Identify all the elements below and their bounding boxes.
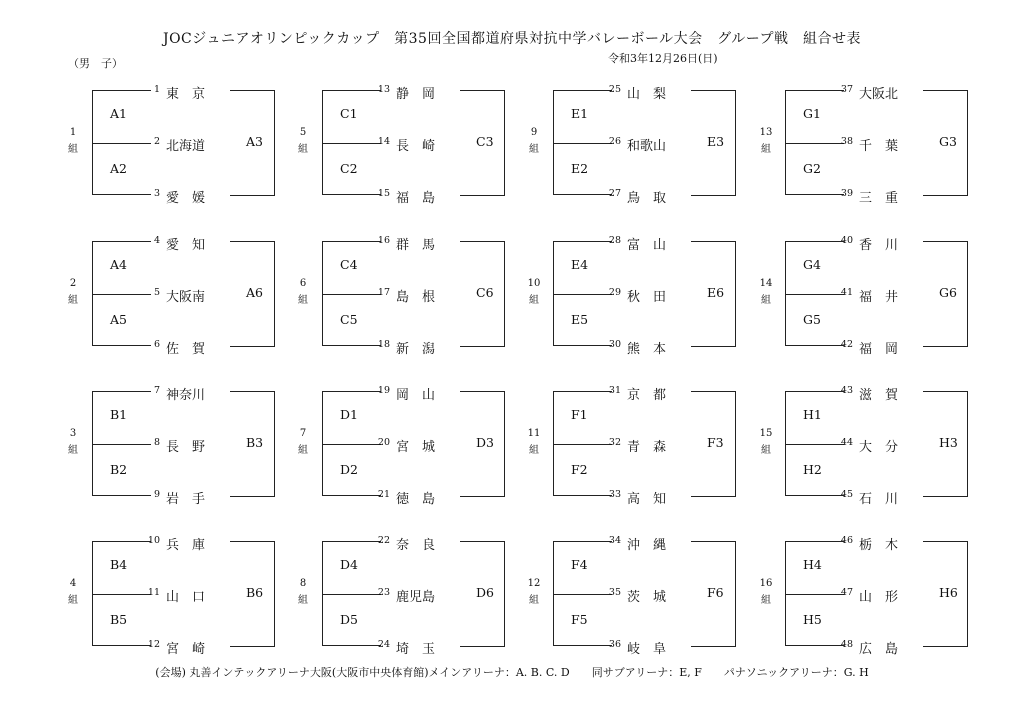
team-name: 香 川 bbox=[859, 238, 899, 253]
bracket-group bbox=[298, 385, 552, 507]
slot-label: B2 bbox=[110, 462, 128, 477]
team-number: 17 bbox=[377, 287, 390, 298]
group-number-value: 3 bbox=[69, 428, 77, 439]
group-unit: 組 bbox=[68, 295, 78, 306]
group-number-value: 4 bbox=[69, 578, 77, 589]
group-number-value: 8 bbox=[299, 578, 307, 589]
team-name: 愛 知 bbox=[166, 238, 206, 253]
team-name: 滋 賀 bbox=[859, 388, 899, 403]
group-number bbox=[527, 575, 541, 609]
group-slot-label: A6 bbox=[246, 285, 263, 300]
team-name: 熊 本 bbox=[627, 342, 667, 357]
team-number: 37 bbox=[840, 84, 853, 95]
team-name: 兵 庫 bbox=[166, 538, 206, 553]
group-unit: 組 bbox=[68, 595, 78, 606]
slot-label: G4 bbox=[803, 257, 821, 272]
venue-footer: (会場) 丸善インテックアリーナ大阪(大阪市中央体育館)メインアリーナ：A. B. C. D 同サブアリーナ：E, F パナソニックアリーナ：G. H bbox=[155, 666, 869, 679]
team-name: 山 口 bbox=[166, 590, 206, 605]
team-number: 24 bbox=[377, 639, 390, 650]
group-number-value: 16 bbox=[759, 578, 773, 589]
slot-label: F4 bbox=[571, 557, 588, 572]
team-number: 34 bbox=[608, 535, 621, 546]
bracket-group bbox=[298, 235, 552, 357]
group-slot-label: A3 bbox=[246, 134, 263, 149]
bracket-group bbox=[529, 84, 783, 206]
team-number: 31 bbox=[608, 385, 621, 396]
group-number-value: 14 bbox=[759, 278, 773, 289]
slot-label: A5 bbox=[110, 312, 127, 327]
bracket-group bbox=[527, 235, 783, 357]
group-unit: 組 bbox=[298, 445, 308, 456]
team-name: 大 分 bbox=[859, 440, 899, 455]
group-number bbox=[759, 275, 773, 309]
team-name: 山 梨 bbox=[627, 87, 667, 102]
group-number bbox=[296, 575, 310, 609]
bracket-group bbox=[298, 535, 552, 657]
slot-label: H2 bbox=[803, 462, 822, 477]
slot-label: A2 bbox=[110, 161, 127, 176]
team-name: 福 井 bbox=[859, 290, 899, 305]
group-unit: 組 bbox=[529, 595, 539, 606]
group-number-value: 7 bbox=[299, 428, 307, 439]
group-number-value: 9 bbox=[530, 127, 538, 138]
team-number: 23 bbox=[377, 587, 390, 598]
team-name: 岐 阜 bbox=[627, 642, 667, 657]
team-number: 27 bbox=[608, 188, 621, 199]
team-name: 岩 手 bbox=[166, 492, 206, 507]
group-number bbox=[66, 124, 80, 158]
team-number: 38 bbox=[840, 136, 853, 147]
team-number: 1 bbox=[153, 84, 160, 95]
team-number: 21 bbox=[377, 489, 390, 500]
bracket-group bbox=[68, 84, 322, 206]
group-unit: 組 bbox=[761, 595, 771, 606]
team-name: 宮 崎 bbox=[166, 642, 206, 657]
team-number: 13 bbox=[377, 84, 390, 95]
date-label: 令和3年12月26日(日) bbox=[608, 52, 718, 65]
team-number: 14 bbox=[377, 136, 390, 147]
team-name: 長 野 bbox=[166, 440, 206, 455]
team-number: 11 bbox=[147, 587, 160, 598]
team-number: 7 bbox=[153, 385, 160, 396]
group-number bbox=[66, 425, 80, 459]
slot-label: F5 bbox=[571, 612, 588, 627]
group-slot-label: E3 bbox=[707, 134, 725, 149]
slot-label: F2 bbox=[571, 462, 588, 477]
team-name: 鹿児島 bbox=[396, 590, 436, 605]
team-number: 3 bbox=[153, 188, 160, 199]
group-unit: 組 bbox=[529, 144, 539, 155]
group-number bbox=[66, 575, 80, 609]
team-number: 42 bbox=[840, 339, 853, 350]
team-number: 10 bbox=[147, 535, 160, 546]
group-slot-label: B3 bbox=[246, 435, 264, 450]
group-unit: 組 bbox=[298, 144, 308, 155]
group-unit: 組 bbox=[761, 445, 771, 456]
group-slot-label: D6 bbox=[476, 585, 494, 600]
group-number-value: 6 bbox=[299, 278, 307, 289]
team-number: 32 bbox=[608, 437, 621, 448]
bracket-group bbox=[298, 84, 552, 206]
group-slot-label: H3 bbox=[939, 435, 958, 450]
team-name: 愛 媛 bbox=[166, 191, 206, 206]
slot-label: C5 bbox=[340, 312, 358, 327]
team-number: 39 bbox=[840, 188, 853, 199]
team-number: 43 bbox=[840, 385, 853, 396]
team-name: 鳥 取 bbox=[627, 191, 667, 206]
group-number bbox=[759, 124, 773, 158]
team-name: 千 葉 bbox=[859, 139, 899, 154]
team-number: 18 bbox=[377, 339, 390, 350]
slot-label: H1 bbox=[803, 407, 822, 422]
team-name: 栃 木 bbox=[859, 538, 899, 553]
group-number bbox=[527, 124, 541, 158]
group-slot-label: D3 bbox=[476, 435, 494, 450]
group-slot-label: C6 bbox=[476, 285, 494, 300]
group-unit: 組 bbox=[761, 295, 771, 306]
group-number-value: 5 bbox=[299, 127, 307, 138]
slot-label: G1 bbox=[803, 106, 821, 121]
group-number-value: 15 bbox=[759, 428, 773, 439]
team-name: 大阪北 bbox=[859, 87, 899, 102]
slot-label: H4 bbox=[803, 557, 822, 572]
team-number: 19 bbox=[377, 385, 390, 396]
team-number: 41 bbox=[840, 287, 853, 298]
group-slot-label: G3 bbox=[939, 134, 957, 149]
bracket-group bbox=[759, 385, 1015, 507]
slot-label: F1 bbox=[571, 407, 588, 422]
group-number bbox=[296, 275, 310, 309]
team-number: 44 bbox=[840, 437, 853, 448]
team-number: 28 bbox=[608, 235, 621, 246]
team-number: 2 bbox=[153, 136, 160, 147]
group-slot-label: B6 bbox=[246, 585, 264, 600]
group-slot-label: G6 bbox=[939, 285, 957, 300]
group-number bbox=[527, 425, 541, 459]
slot-label: G5 bbox=[803, 312, 821, 327]
page-title: JOCジュニアオリンピックカップ 第35回全国都道府県対抗中学バレーボール大会 グループ戦 組合せ表 bbox=[162, 31, 862, 47]
team-number: 6 bbox=[153, 339, 160, 350]
group-unit: 組 bbox=[298, 595, 308, 606]
team-number: 8 bbox=[153, 437, 160, 448]
slot-label: C1 bbox=[340, 106, 358, 121]
slot-label: A1 bbox=[110, 106, 127, 121]
group-number bbox=[296, 124, 310, 158]
slot-label: E5 bbox=[571, 312, 589, 327]
team-name: 奈 良 bbox=[396, 538, 436, 553]
team-name: 佐 賀 bbox=[166, 342, 206, 357]
team-name: 静 岡 bbox=[396, 87, 436, 102]
group-unit: 組 bbox=[298, 295, 308, 306]
group-unit: 組 bbox=[761, 144, 771, 155]
team-number: 33 bbox=[608, 489, 621, 500]
team-name: 山 形 bbox=[859, 590, 899, 605]
team-name: 北海道 bbox=[166, 139, 206, 154]
team-name: 三 重 bbox=[859, 191, 899, 206]
gender-label: （男 子） bbox=[68, 57, 123, 70]
slot-label: H5 bbox=[803, 612, 822, 627]
bracket-group bbox=[68, 235, 322, 357]
slot-label: B1 bbox=[110, 407, 128, 422]
team-name: 茨 城 bbox=[627, 590, 667, 605]
team-name: 沖 縄 bbox=[627, 538, 667, 553]
team-number: 22 bbox=[377, 535, 390, 546]
team-number: 26 bbox=[608, 136, 621, 147]
group-number-value: 2 bbox=[69, 278, 77, 289]
team-name: 高 知 bbox=[627, 492, 667, 507]
team-name: 群 馬 bbox=[396, 238, 436, 253]
team-number: 29 bbox=[608, 287, 621, 298]
team-number: 4 bbox=[153, 235, 160, 246]
slot-label: D2 bbox=[340, 462, 358, 477]
team-number: 36 bbox=[608, 639, 621, 650]
group-number bbox=[759, 425, 773, 459]
group-number-value: 13 bbox=[759, 127, 773, 138]
slot-label: B5 bbox=[110, 612, 128, 627]
slot-label: A4 bbox=[110, 257, 127, 272]
team-name: 埼 玉 bbox=[396, 642, 436, 657]
slot-label: D1 bbox=[340, 407, 358, 422]
team-name: 和歌山 bbox=[627, 139, 667, 154]
team-number: 46 bbox=[840, 535, 853, 546]
team-name: 石 川 bbox=[859, 492, 899, 507]
group-number-value: 10 bbox=[527, 278, 541, 289]
bracket-group bbox=[527, 385, 783, 507]
group-unit: 組 bbox=[529, 295, 539, 306]
group-slot-label: C3 bbox=[476, 134, 494, 149]
group-number-value: 11 bbox=[527, 428, 541, 439]
group-number-value: 12 bbox=[527, 578, 541, 589]
bracket-group bbox=[759, 535, 1015, 657]
slot-label: B4 bbox=[110, 557, 128, 572]
team-number: 16 bbox=[377, 235, 390, 246]
bracket-group bbox=[759, 235, 1015, 357]
team-number: 12 bbox=[147, 639, 160, 650]
team-name: 新 潟 bbox=[396, 342, 436, 357]
team-name: 秋 田 bbox=[627, 290, 667, 305]
team-name: 東 京 bbox=[166, 87, 206, 102]
group-number bbox=[759, 575, 773, 609]
slot-label: E1 bbox=[571, 106, 589, 121]
bracket-group bbox=[68, 535, 322, 657]
team-name: 島 根 bbox=[396, 290, 436, 305]
group-number-value: 1 bbox=[69, 127, 77, 138]
slot-label: E2 bbox=[571, 161, 589, 176]
team-name: 富 山 bbox=[627, 238, 667, 253]
team-name: 徳 島 bbox=[396, 492, 436, 507]
group-number bbox=[527, 275, 541, 309]
team-name: 青 森 bbox=[627, 440, 667, 455]
team-number: 48 bbox=[840, 639, 853, 650]
bracket-group bbox=[527, 535, 783, 657]
team-name: 京 都 bbox=[627, 388, 667, 403]
bracket-group bbox=[68, 385, 322, 507]
team-name: 福 島 bbox=[396, 191, 436, 206]
team-number: 47 bbox=[840, 587, 853, 598]
group-slot-label: E6 bbox=[707, 285, 725, 300]
group-unit: 組 bbox=[529, 445, 539, 456]
group-slot-label: H6 bbox=[939, 585, 958, 600]
slot-label: D5 bbox=[340, 612, 358, 627]
team-name: 大阪南 bbox=[166, 290, 206, 305]
slot-label: C4 bbox=[340, 257, 358, 272]
slot-label: C2 bbox=[340, 161, 358, 176]
team-name: 宮 城 bbox=[396, 440, 436, 455]
team-number: 5 bbox=[153, 287, 160, 298]
slot-label: D4 bbox=[340, 557, 358, 572]
team-name: 福 岡 bbox=[859, 342, 899, 357]
team-number: 40 bbox=[840, 235, 853, 246]
team-number: 45 bbox=[840, 489, 853, 500]
group-unit: 組 bbox=[68, 445, 78, 456]
team-name: 神奈川 bbox=[166, 388, 206, 403]
group-slot-label: F3 bbox=[707, 435, 724, 450]
team-name: 長 崎 bbox=[396, 139, 436, 154]
team-number: 30 bbox=[608, 339, 621, 350]
team-number: 25 bbox=[608, 84, 621, 95]
slot-label: G2 bbox=[803, 161, 821, 176]
team-number: 35 bbox=[608, 587, 621, 598]
group-slot-label: F6 bbox=[707, 585, 724, 600]
group-number bbox=[66, 275, 80, 309]
group-number bbox=[296, 425, 310, 459]
team-name: 広 島 bbox=[859, 642, 899, 657]
bracket-group bbox=[759, 84, 1015, 206]
group-unit: 組 bbox=[68, 144, 78, 155]
team-number: 15 bbox=[377, 188, 390, 199]
team-number: 20 bbox=[377, 437, 390, 448]
team-number: 9 bbox=[153, 489, 160, 500]
team-name: 岡 山 bbox=[396, 388, 436, 403]
slot-label: E4 bbox=[571, 257, 589, 272]
